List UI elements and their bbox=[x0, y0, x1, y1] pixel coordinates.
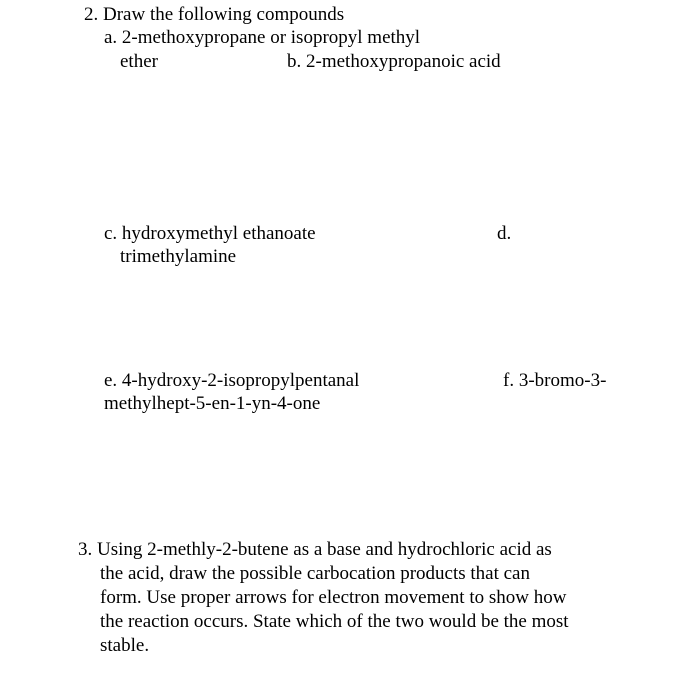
question-2-heading: 2. Draw the following compounds bbox=[84, 4, 345, 25]
question-3-line: the acid, draw the possible carbocation products that can bbox=[100, 563, 530, 584]
item-b: b. 2-methoxypropanoic acid bbox=[287, 51, 501, 72]
item-c-line-1: c. hydroxymethyl ethanoate bbox=[104, 223, 316, 244]
item-e-line-2: methylhept-5-en-1-yn-4-one bbox=[104, 393, 321, 414]
question-3-line: form. Use proper arrows for electron movement to show how bbox=[100, 587, 567, 608]
item-d: d. bbox=[497, 223, 512, 244]
item-e-line-1: e. 4-hydroxy-2-isopropylpentanal bbox=[104, 370, 360, 391]
question-3-line: the reaction occurs. State which of the two would be the most bbox=[100, 611, 569, 632]
item-c-line-2: trimethylamine bbox=[120, 246, 237, 267]
question-3-paragraph bbox=[78, 538, 638, 658]
question-3-line: stable. bbox=[100, 635, 150, 656]
item-f: f. 3-bromo-3- bbox=[503, 370, 607, 391]
item-a-line-1: a. 2-methoxypropane or isopropyl methyl bbox=[104, 27, 421, 48]
question-3-line: 3. Using 2-methly-2-butene as a base and hydrochloric acid as bbox=[78, 539, 552, 560]
item-a-line-2: ether bbox=[120, 51, 158, 72]
